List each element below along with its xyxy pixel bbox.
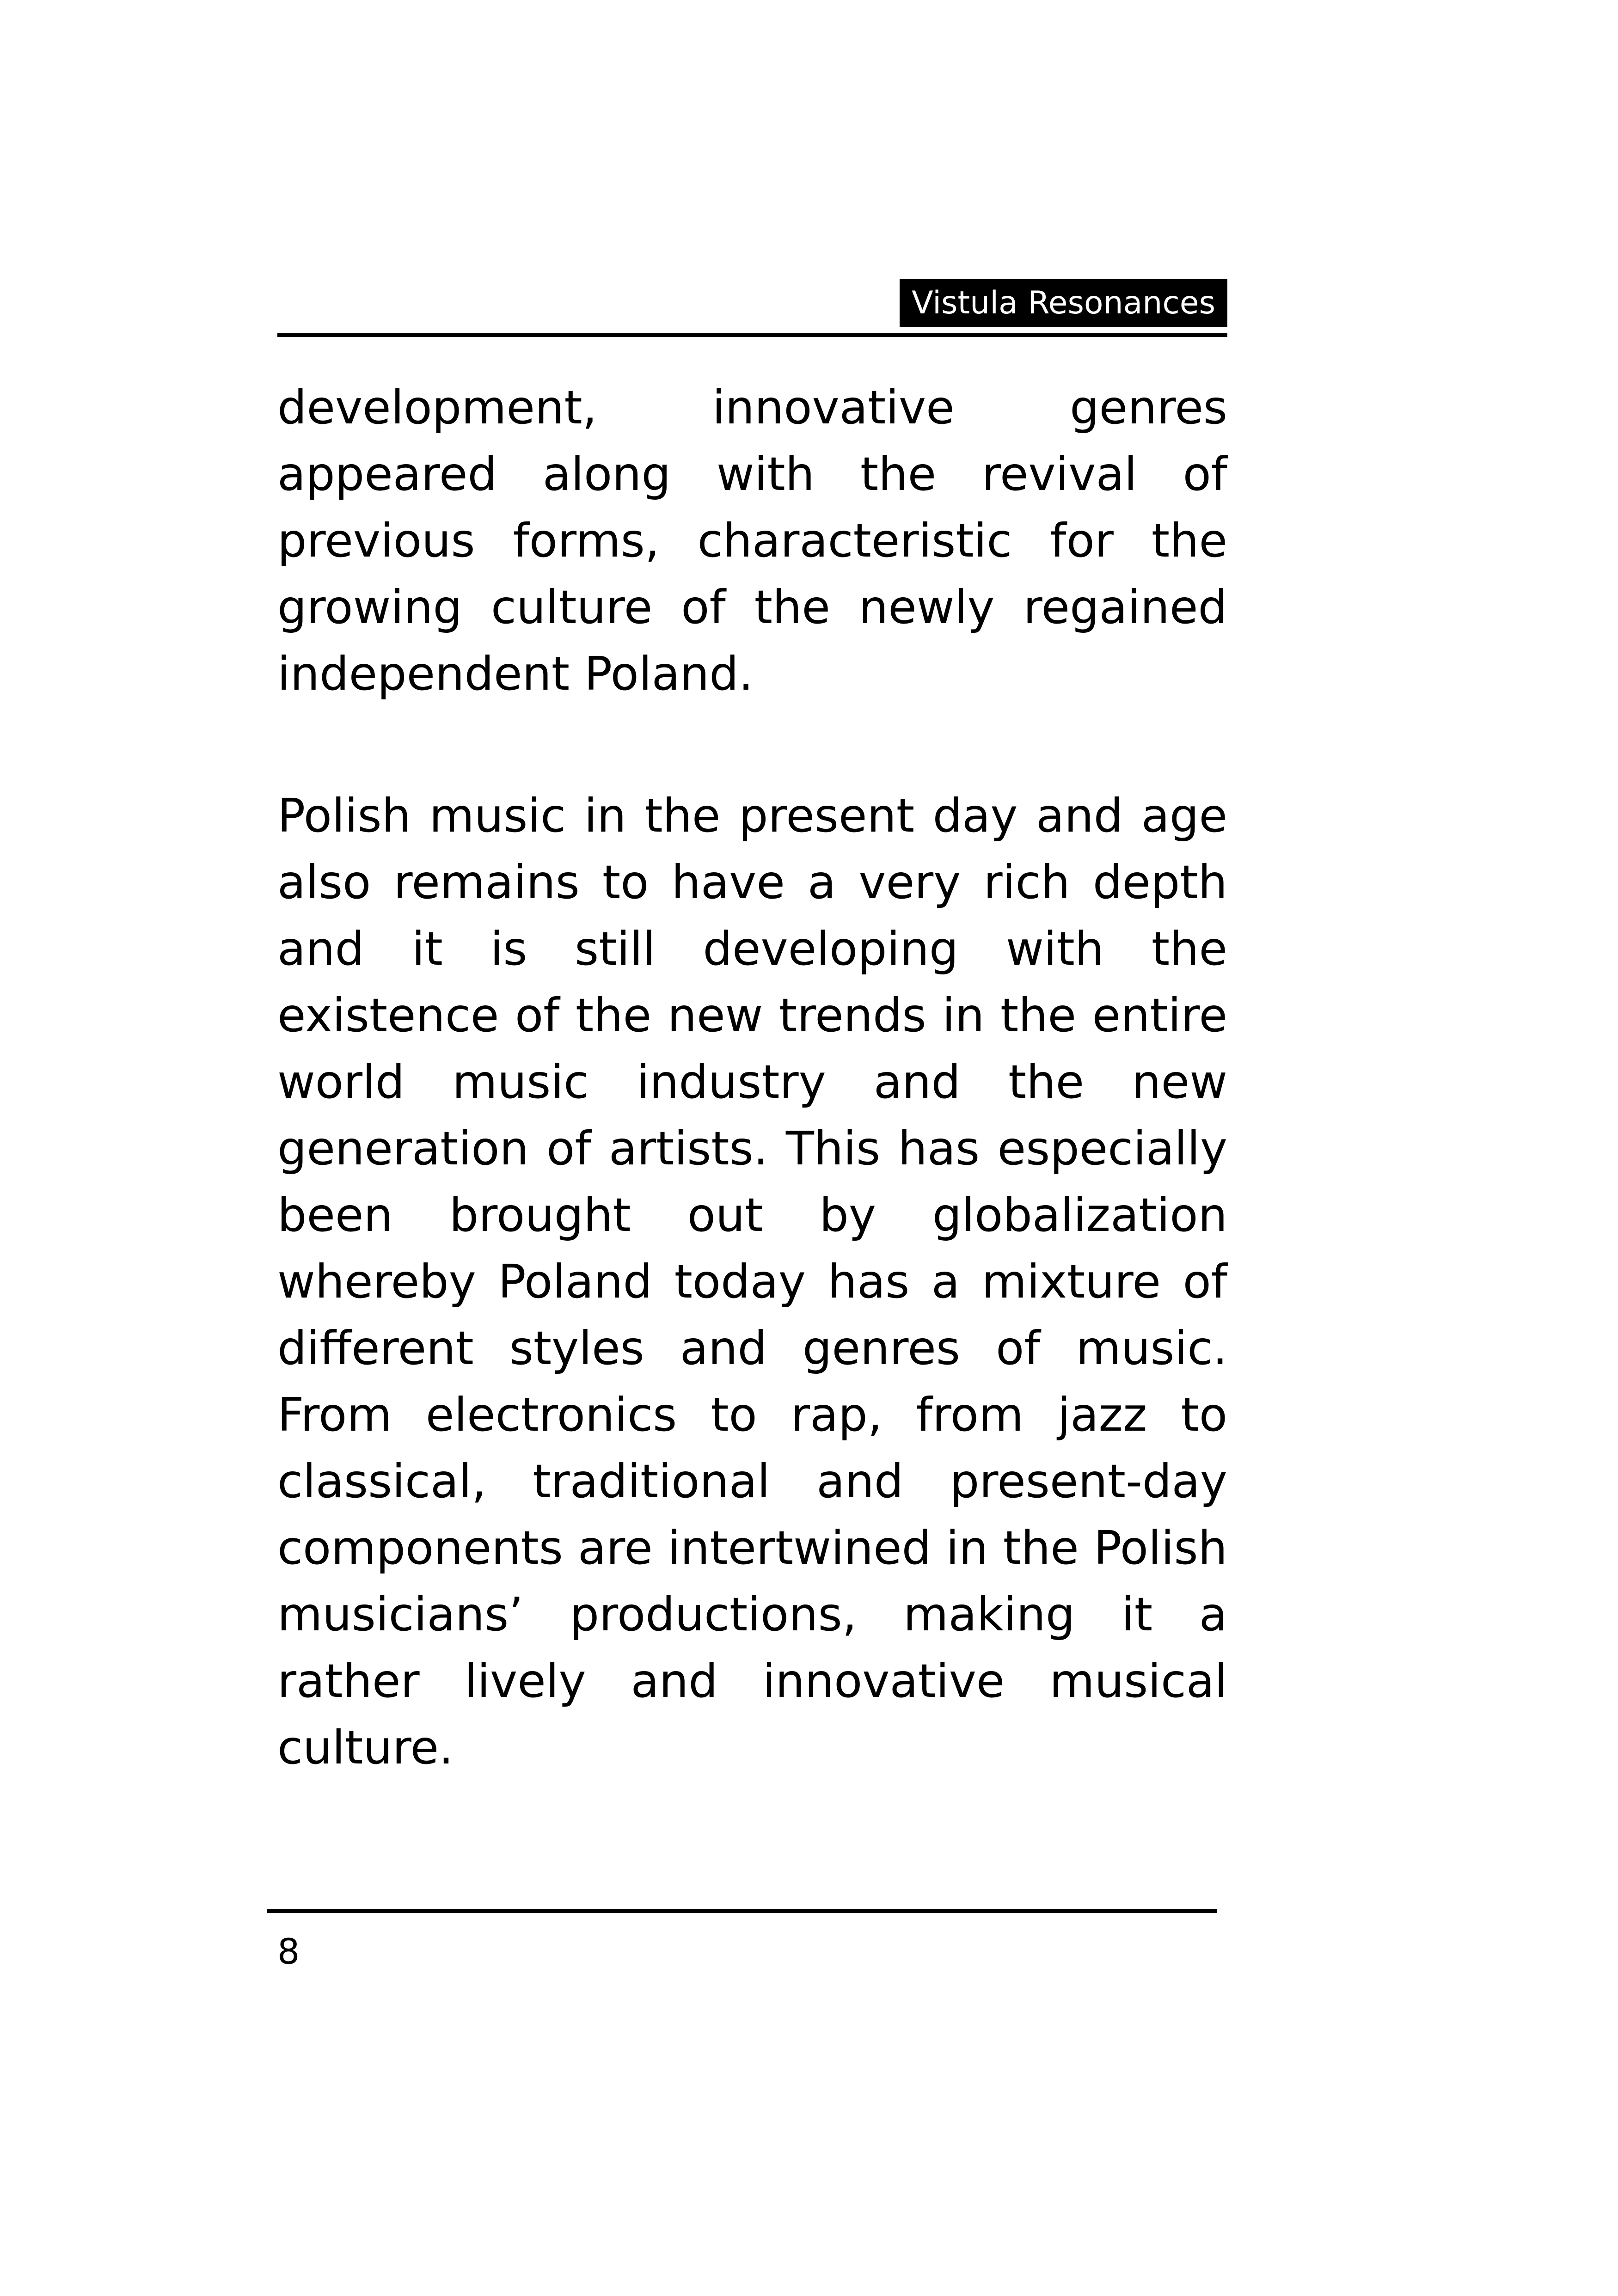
running-header xyxy=(277,275,1227,340)
body-paragraph: development, innovative genres appeared along with the revival of previous forms, characteristic for the growing culture of the newly regained independent Poland. xyxy=(277,380,1227,701)
footer-rule xyxy=(267,1909,1217,1913)
running-title: Vistula Resonances xyxy=(900,279,1227,327)
body-paragraph: Polish music in the present day and age also remains to have a very rich depth and it is still developing with the existence of the new trends in the entire world music industry and the new generation of artists. This has especially been brought out by globalization whereby Poland today has a mixture of different styles and genres of music. From electronics to rap, from jazz to classical, traditional and present-day components are intertwined in the Polish musicians’ productions, making it a rather lively and innovative musical culture. xyxy=(277,789,1227,1775)
page-number: 8 xyxy=(277,1931,300,1972)
header-rule xyxy=(277,333,1227,337)
